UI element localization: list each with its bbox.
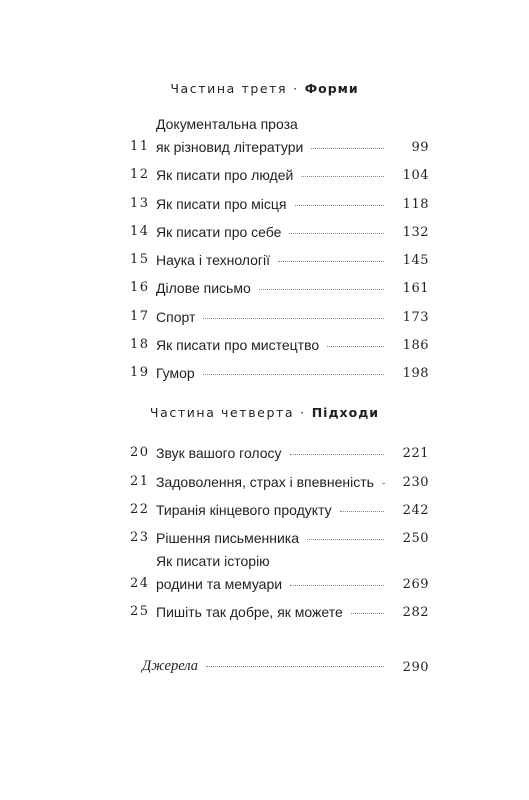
toc-entry[interactable] [0,190,529,218]
page-number: 104 [402,168,429,184]
chapter-number: 21 [130,473,150,489]
chapter-number: 11 [130,139,150,154]
dot-leader [311,148,384,149]
dot-leader [290,585,384,586]
dot-leader [278,261,384,262]
chapter-title: Задоволення, страх і впевненість [156,473,374,490]
toc-entry[interactable] [0,247,529,275]
chapter-number: 25 [130,604,150,620]
page-number: 290 [402,660,429,676]
chapter-number: 16 [130,280,150,296]
part-four-toc [0,440,529,627]
dot-leader [382,483,384,484]
toc-entry[interactable] [0,553,529,599]
page-number: 282 [402,605,429,621]
chapter-title-line1: Документальна проза [156,116,298,132]
page-number: 250 [402,531,429,547]
toc-entry[interactable] [0,332,529,360]
chapter-title: Пишіть так добре, як можете [156,604,343,621]
page-number: 145 [402,253,429,269]
dot-leader [307,539,384,540]
dot-leader [301,176,384,177]
page-number: 118 [402,196,429,212]
page-number: 186 [402,338,429,354]
sources-entry[interactable] [0,654,529,682]
dot-leader [203,374,384,375]
dot-leader [259,289,384,290]
part-four-title: Підходи [311,405,380,420]
toc-entry[interactable] [0,116,529,162]
part-three-separator: · [293,81,299,96]
chapter-title: Наука і технології [156,252,271,269]
sources-title: Джерела [142,658,199,675]
toc-entry[interactable] [0,440,529,468]
chapter-title: як різновид літератури [156,139,304,155]
chapter-title: Як писати про людей [156,167,294,184]
dot-leader [327,346,384,347]
toc-entry[interactable] [0,468,529,496]
page-number: 269 [402,577,429,593]
chapter-number: 19 [130,365,150,381]
toc-entry[interactable] [0,525,529,553]
page-number: 161 [402,281,429,297]
chapter-title: Рішення письменника [156,530,300,547]
chapter-title: родини та мемуари [156,576,283,593]
chapter-number: 13 [130,195,150,211]
part-four-separator: · [300,405,306,420]
chapter-number: 17 [130,308,150,324]
dot-leader [351,613,384,614]
part-four-label: Частина четверта [149,405,295,420]
page-number: 198 [402,366,429,382]
part-three-heading [0,81,529,96]
chapter-title: Спорт [156,308,196,325]
chapter-number: 22 [130,501,150,517]
dot-leader [340,511,384,512]
toc-entry[interactable] [0,162,529,190]
dot-leader [289,233,384,234]
chapter-title-line1: Як писати історію [156,553,270,570]
chapter-title: Як писати про мистецтво [156,337,320,354]
dot-leader [203,318,384,319]
chapter-number: 23 [130,530,150,546]
chapter-number: 24 [130,576,150,592]
toc-entry[interactable] [0,360,529,388]
dot-leader [295,205,384,206]
toc-entry[interactable] [0,275,529,303]
page-number: 242 [402,502,429,518]
toc-entry[interactable] [0,219,529,247]
page-number: 173 [402,309,429,325]
page-number: 221 [402,446,429,462]
part-four-heading [0,405,529,420]
chapter-number: 18 [130,337,150,353]
chapter-number: 12 [130,167,150,183]
chapter-number: 15 [130,252,150,268]
chapter-title: Як писати про себе [156,223,282,240]
page-number: 230 [402,474,429,490]
toc-entry[interactable] [0,599,529,627]
toc-entry[interactable] [0,303,529,331]
chapter-title: Ділове письмо [156,280,251,297]
chapter-title: Тиранія кінцевого продукту [156,501,332,518]
chapter-title: Гумор [156,365,195,382]
page-number: 132 [402,224,429,240]
toc-entry[interactable] [0,497,529,525]
chapter-number: 14 [130,223,150,239]
chapter-number: 20 [130,445,150,461]
part-three-title: Форми [304,81,359,96]
dot-leader [290,454,384,455]
part-three-toc [0,116,529,388]
chapter-title: Звук вашого голосу [156,445,282,462]
page-number: 99 [411,140,429,155]
dot-leader [206,666,384,667]
chapter-title: Як писати про місця [156,195,287,212]
part-three-label: Частина третя [170,81,288,96]
